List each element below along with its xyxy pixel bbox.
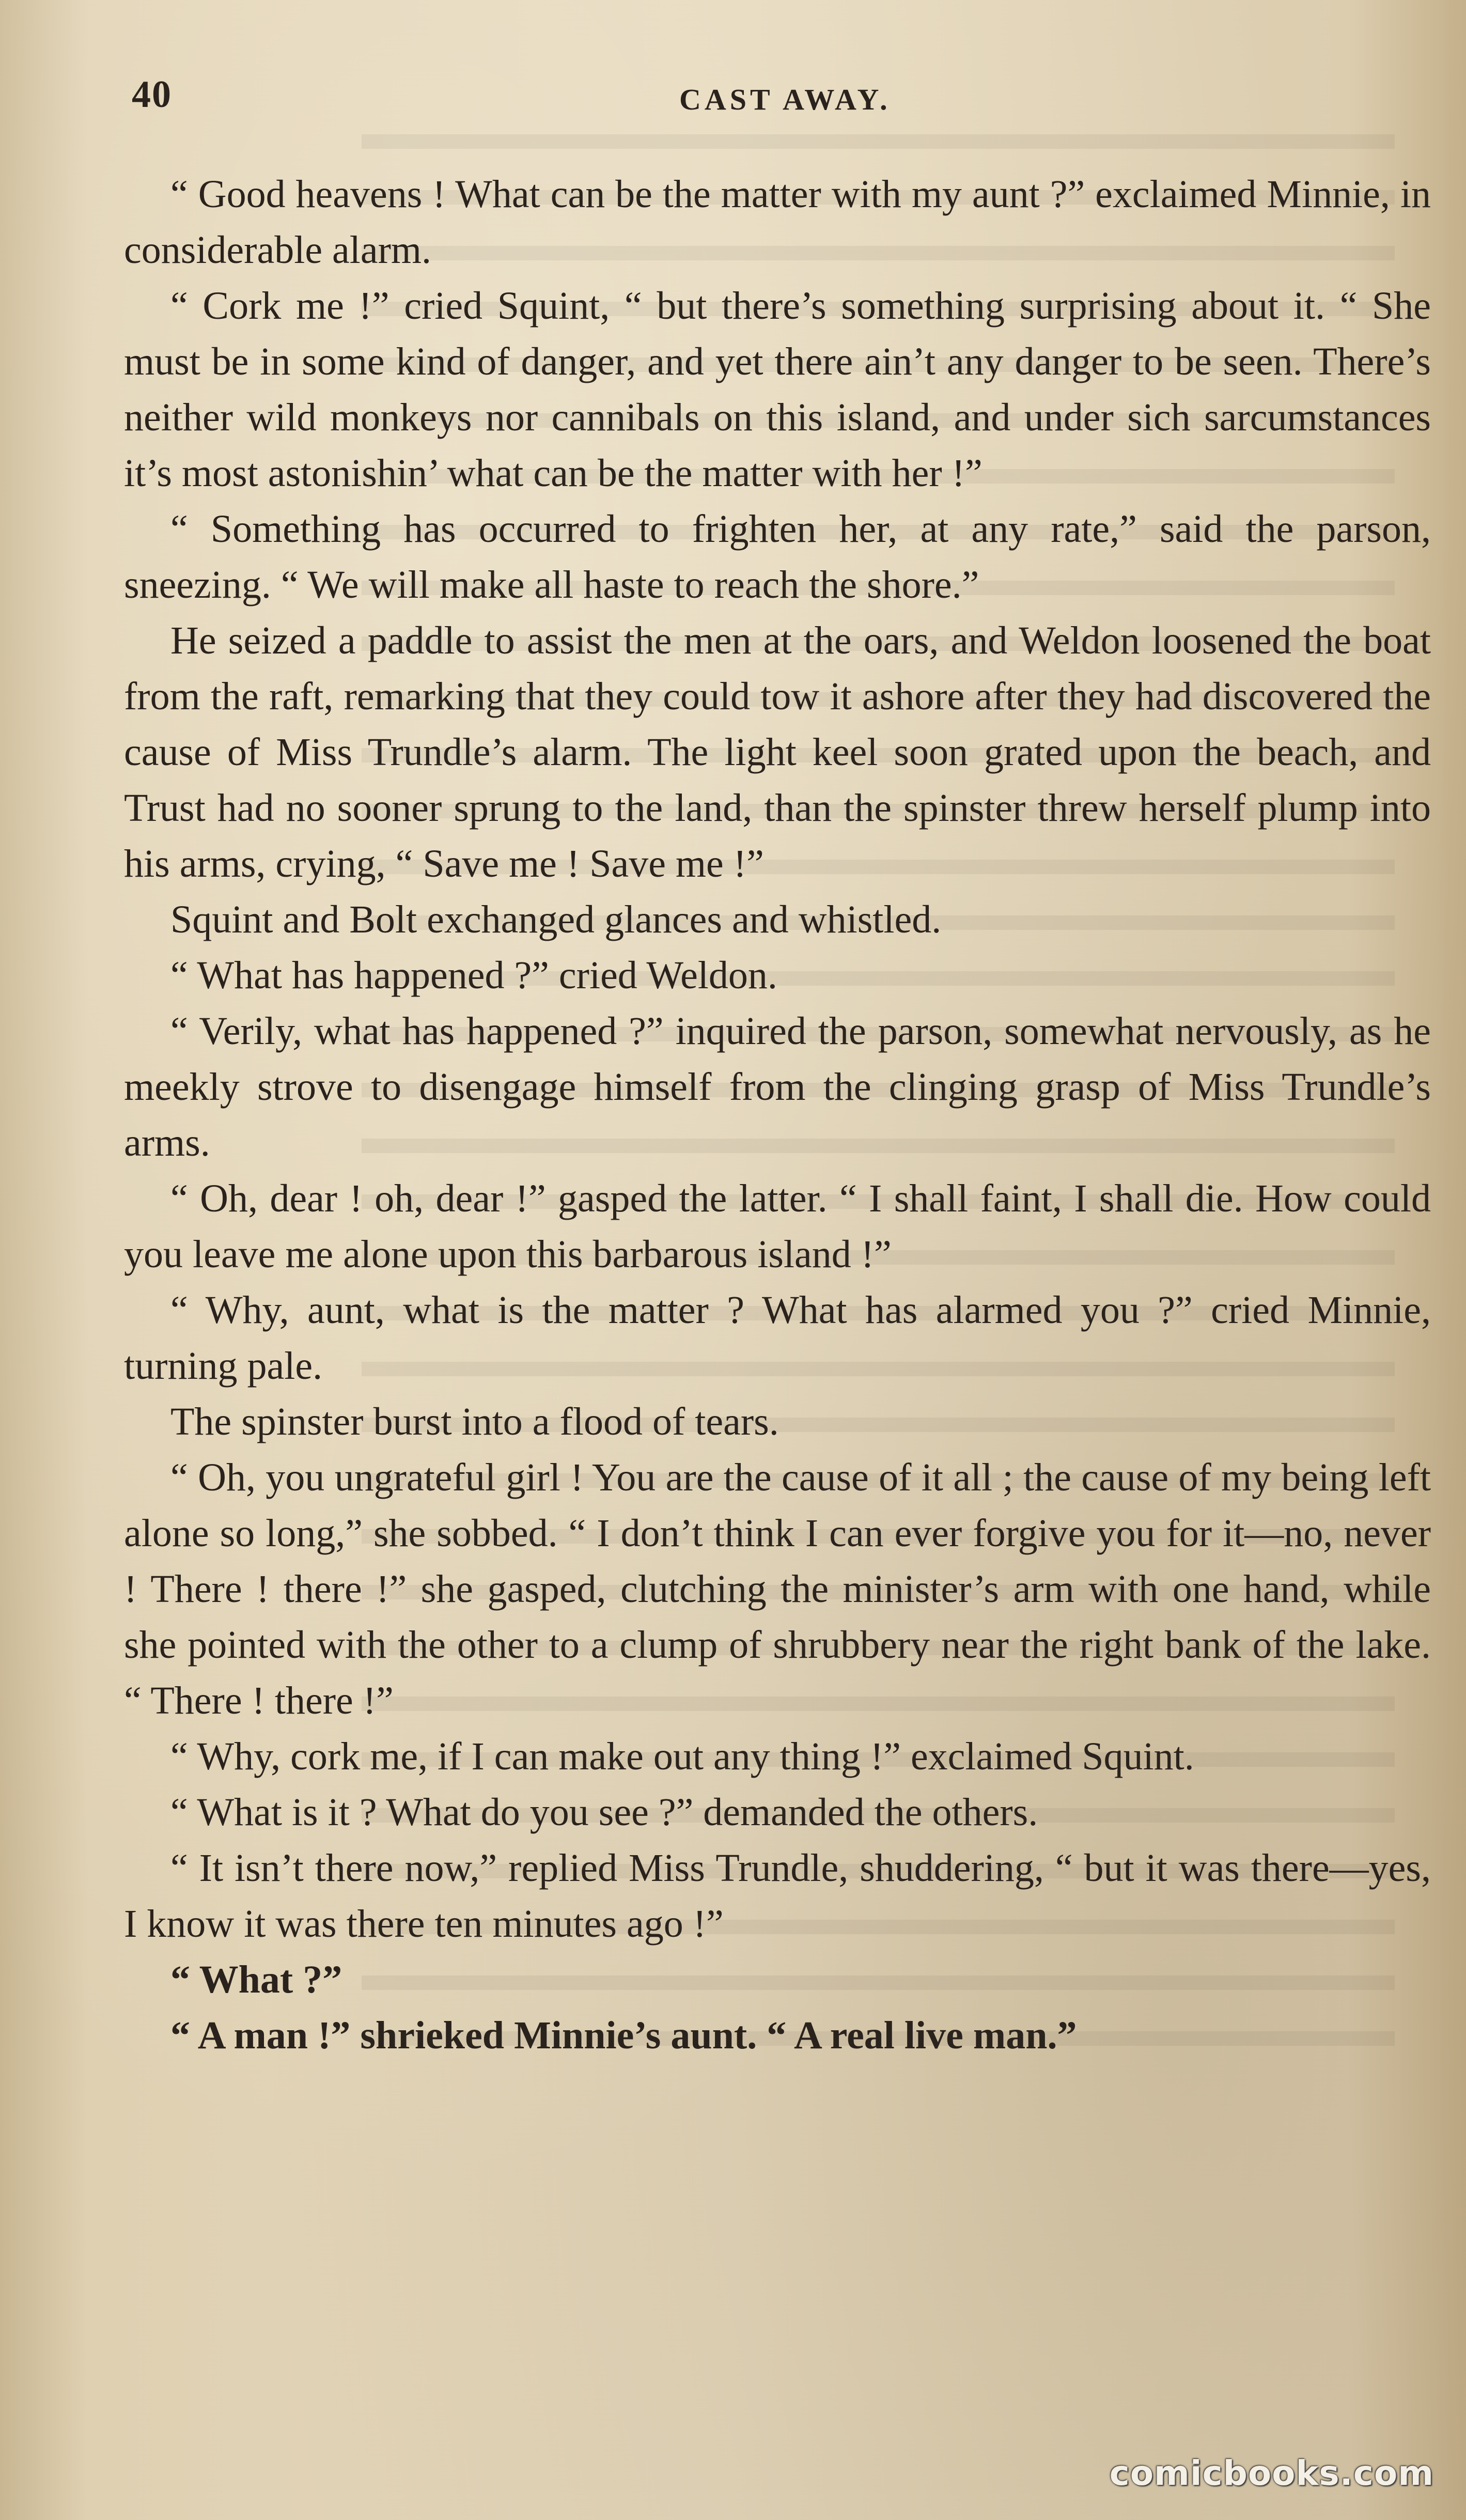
- page-number: 40: [132, 73, 172, 116]
- page-body: [124, 166, 1431, 2063]
- page-header: [132, 66, 1433, 123]
- paragraph: “ Oh, you ungrateful girl ! You are the cause of it all ; the cause of my being left alone so long,” she sobbed. “ I don’t think I can ever forgive you for it—no, never ! There ! there !” she gasped, clutching the minister’s arm with one hand, while she pointed with the other to a clump of shrubbery near the right bank of the lake. “ There ! there !”: [124, 1456, 1431, 1722]
- paragraph: “ A man !” shrieked Minnie’s aunt. “ A real live man.”: [170, 2014, 1077, 2057]
- paragraph: “ Why, cork me, if I can make out any thing !” exclaimed Squint.: [170, 1735, 1194, 1778]
- paragraph: He seized a paddle to assist the men at the oars, and Weldon loosened the boat from the raft, remarking that they could tow it ashore after they had discovered the cause of Miss Trundle’s alarm. The light keel soon grated upon the beach, and Trust had no sooner sprung to the land, than the spinster threw herself plump into his arms, crying, “ Save me ! Save me !”: [124, 619, 1431, 885]
- paragraph: “ It isn’t there now,” replied Miss Trundle, shuddering, “ but it was there—yes, I know it was there ten minutes ago !”: [124, 1846, 1431, 1946]
- paragraph: “ What ?”: [170, 1958, 342, 2001]
- paragraph: “ What has happened ?” cried Weldon.: [170, 954, 777, 997]
- running-head: CAST AWAY.: [679, 83, 891, 116]
- paragraph: “ Why, aunt, what is the matter ? What has alarmed you ?” cried Minnie, turning pale.: [124, 1288, 1431, 1388]
- paragraph: “ Good heavens ! What can be the matter with my aunt ?” exclaimed Minnie, in considerable alarm.: [124, 173, 1431, 272]
- paragraph: The spinster burst into a flood of tears.: [170, 1400, 779, 1443]
- paragraph: “ Something has occurred to frighten her, at any rate,” said the parson, sneezing. “ We will make all haste to reach the shore.”: [124, 507, 1431, 606]
- paragraph: “ Verily, what has happened ?” inquired the parson, somewhat nervously, as he meekly strove to disengage himself from the clinging grasp of Miss Trundle’s arms.: [124, 1009, 1431, 1164]
- paragraph: “ Cork me !” cried Squint, “ but there’s something surprising about it. “ She must be in some kind of danger, and yet there ain’t any danger to be seen. There’s neither wild monkeys nor cannibals on this island, and under sich sarcumstances it’s most astonishin’ what can be the matter with her !”: [124, 284, 1431, 495]
- paragraph: “ What is it ? What do you see ?” demanded the others.: [170, 1791, 1038, 1834]
- paragraph: Squint and Bolt exchanged glances and whistled.: [170, 898, 942, 941]
- watermark: comicbooks.com: [1109, 2453, 1434, 2493]
- paragraph: “ Oh, dear ! oh, dear !” gasped the latter. “ I shall faint, I shall die. How could you leave me alone upon this barbarous island !”: [124, 1177, 1431, 1276]
